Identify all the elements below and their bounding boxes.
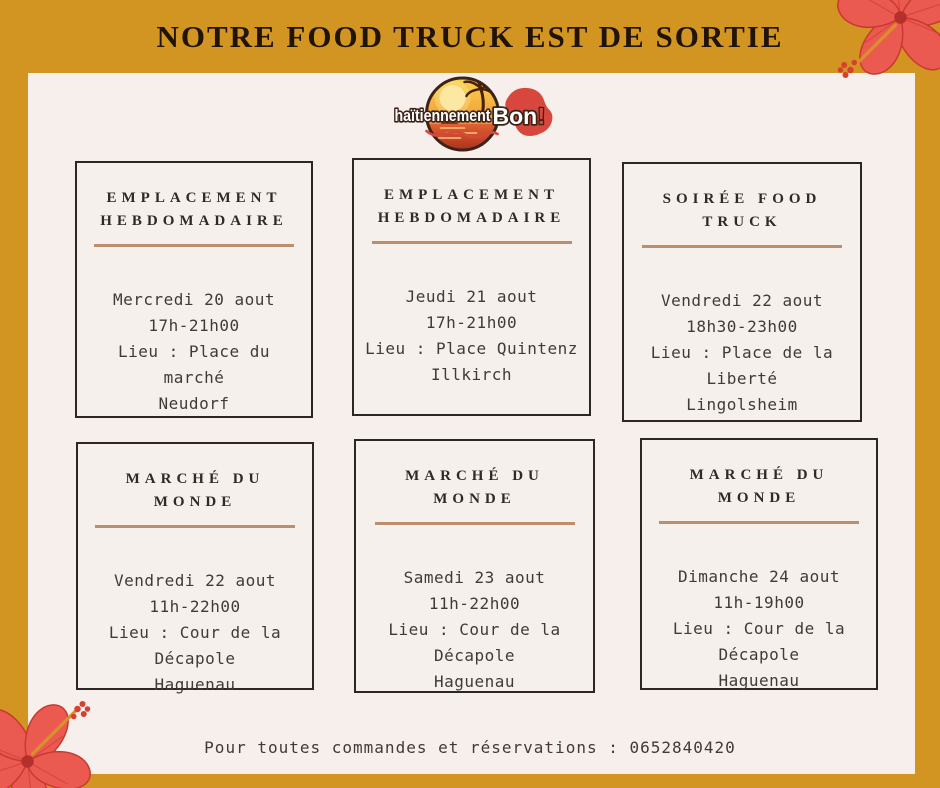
event-card-body: [366, 565, 583, 695]
event-card: [354, 439, 595, 693]
event-location: Lieu : Place de la Liberté: [650, 343, 834, 388]
event-time: 18h30-23h00: [686, 317, 798, 336]
card-divider: [95, 525, 295, 528]
event-time: 11h-22h00: [428, 594, 521, 613]
event-city: Neudorf: [158, 394, 230, 413]
event-card-heading: MARCHÉ DU MONDE: [689, 467, 829, 506]
event-card-body: [87, 287, 301, 417]
card-divider: [642, 245, 842, 248]
event-time: 17h-21h00: [148, 316, 240, 335]
event-card-heading: EMPLACEMENT HEBDOMADAIRE: [100, 190, 288, 229]
event-card: [75, 161, 313, 418]
event-card-body: [88, 568, 302, 698]
event-card-heading: MARCHÉ DU MONDE: [405, 468, 544, 507]
event-date: Samedi 23 aout: [403, 568, 546, 587]
event-date: Dimanche 24 aout: [677, 567, 841, 586]
event-card-heading: SOIRÉE FOOD TRUCK: [662, 191, 822, 230]
event-date: Jeudi 21 aout: [405, 287, 538, 306]
event-location: Lieu : Place Quintenz: [365, 339, 578, 358]
card-divider: [94, 244, 294, 247]
event-time: 17h-21h00: [425, 313, 518, 332]
event-date: Vendredi 22 aout: [660, 291, 824, 310]
event-time: 11h-22h00: [149, 597, 241, 616]
event-card: [640, 438, 878, 690]
footer-contact: Pour toutes commandes et réservations : 0652840420: [204, 738, 736, 757]
card-divider: [372, 241, 572, 244]
event-city: Lingolsheim: [686, 395, 798, 414]
brand-logo: [383, 72, 558, 158]
event-city: Haguenau: [433, 672, 516, 691]
brand-logo-icon: [383, 72, 558, 158]
event-city: Haguenau: [718, 671, 800, 690]
logo-brand-text: haïtiennement: [394, 107, 491, 125]
event-city: Haguenau: [154, 675, 236, 694]
event-location: Lieu : Cour de la Décapole: [108, 623, 282, 668]
card-divider: [375, 522, 575, 525]
event-city: Illkirch: [430, 365, 513, 384]
event-date: Mercredi 20 aout: [112, 290, 276, 309]
logo-exclamation: !: [537, 103, 546, 129]
event-card-heading: EMPLACEMENT HEBDOMADAIRE: [377, 187, 566, 226]
event-card: [622, 162, 862, 422]
event-card: [352, 158, 591, 416]
event-location: Lieu : Cour de la Décapole: [672, 619, 846, 664]
event-date: Vendredi 22 aout: [113, 571, 277, 590]
event-card-body: [364, 284, 579, 388]
logo-bon-text: Bon: [492, 103, 538, 129]
event-card-body: [634, 288, 850, 418]
card-divider: [659, 521, 859, 524]
event-card: [76, 442, 314, 694]
event-card-heading: MARCHÉ DU MONDE: [125, 471, 265, 510]
event-location: Lieu : Cour de la Décapole: [388, 620, 561, 665]
event-card-body: [652, 564, 866, 694]
page-title: NOTRE FOOD TRUCK EST DE SORTIE: [156, 18, 784, 54]
event-time: 11h-19h00: [713, 593, 805, 612]
event-location: Lieu : Place du marché: [118, 342, 270, 387]
